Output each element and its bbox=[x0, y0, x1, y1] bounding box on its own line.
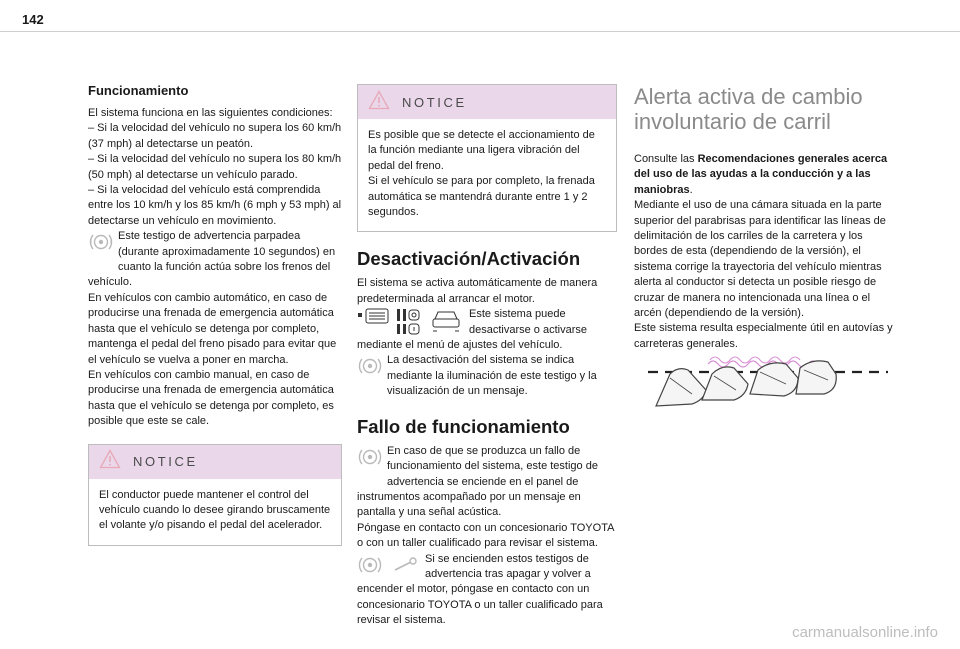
brake-warning-lamp-icon bbox=[357, 353, 383, 384]
notice-title: NOTICE bbox=[402, 94, 467, 110]
condition-moving-vehicle: – Si la velocidad del vehículo está comprendida entre los 10 km/h y los 85 km/h (6 mph y 53 mph) al detectarse un vehículo en movimiento. bbox=[88, 184, 342, 227]
paragraph-manual: En vehículos con cambio manual, en caso de producirse una frenada de emergencia automática hasta que el vehículo se detenga por completo, es posible que este se cale. bbox=[88, 368, 334, 428]
intro-paragraph bbox=[634, 152, 896, 198]
wrench-icon bbox=[395, 558, 416, 570]
steering-wheel-button-icon bbox=[357, 307, 465, 337]
notice-box-1 bbox=[88, 444, 342, 546]
column-1 bbox=[88, 80, 342, 556]
warning-triangle-icon bbox=[368, 90, 390, 115]
warning-icons-pair bbox=[357, 552, 421, 578]
notice-header bbox=[89, 445, 341, 479]
intro-text: Consulte las bbox=[634, 153, 698, 165]
condition-pedestrian: – Si la velocidad del vehículo no supera los 60 km/h (37 mph) al detectarse un peatón. bbox=[88, 122, 342, 150]
fallo-paragraph-3 bbox=[357, 552, 617, 629]
notice-header bbox=[358, 85, 616, 119]
lamp-paragraph bbox=[88, 229, 342, 291]
watermark: carmanualsonline.info bbox=[792, 624, 938, 641]
notice-text-2: Si el vehículo se para por completo, la frenada automática se mantendrá durante entre 1 y 2 segundos. bbox=[368, 175, 595, 219]
brake-warning-lamp-icon bbox=[88, 229, 114, 260]
header-divider bbox=[0, 31, 960, 32]
heading-desactivacion: Desactivación/Activación bbox=[357, 248, 581, 270]
lamp-text: Este testigo de advertencia parpadea (durante aproximadamente 10 segundos) en cuanto la función actúa sobre los frenos del vehículo. bbox=[88, 230, 336, 289]
fallo-text-1: En caso de que se produzca un fallo de funcionamiento del sistema, este testigo de advertencia se enciende en el panel de instrumentos acompañado por un mensaje en pantalla y una señal acústica. bbox=[357, 444, 598, 519]
paragraph-conditions: El sistema funciona en las siguientes condiciones: bbox=[88, 107, 333, 119]
section-title: Alerta activa de cambio involuntario de carril bbox=[634, 84, 863, 134]
column-2 bbox=[357, 84, 617, 629]
settings-icon-group bbox=[357, 307, 465, 337]
notice-text-1: Es posible que se detecte el accionamiento de la función mediante una ligera vibración del pedal del freno. bbox=[368, 129, 595, 172]
desact-text-2: Este sistema puede desactivarse o activarse mediante el menú de ajustes del vehículo. bbox=[357, 308, 587, 352]
fallo-text-3: Si se encienden estos testigos de advertencia tras apagar y volver a encender el motor, póngase en contacto con un concesionario TOYOTA o un taller cualificado para revisar el sistema. bbox=[357, 552, 603, 627]
notice-text: El conductor puede mantener el control del vehículo cuando lo desee girando bruscamente el volante y/o pisando el pedal del acelerador. bbox=[99, 488, 331, 532]
brake-warning-lamp-icon bbox=[359, 558, 380, 572]
brake-warning-lamp-icon bbox=[357, 444, 383, 475]
car-lane-icon bbox=[433, 312, 459, 331]
fallo-paragraph-2: Póngase en contacto con un concesionario TOYOTA o con un taller cualificado para revisar el sistema. bbox=[357, 521, 614, 550]
lane-departure-illustration bbox=[648, 334, 888, 419]
desact-paragraph-2 bbox=[357, 307, 617, 353]
usage-paragraph: Este sistema resulta especialmente útil en autovías y carreteras generales. bbox=[634, 322, 893, 350]
page-number: 142 bbox=[22, 12, 44, 27]
heading-fallo: Fallo de funcionamiento bbox=[357, 415, 570, 437]
column-3 bbox=[634, 84, 896, 352]
notice-title: NOTICE bbox=[133, 454, 198, 470]
notice-text bbox=[358, 119, 616, 231]
heading-funcionamiento: Funcionamiento bbox=[88, 83, 189, 98]
intro-link-bold: Recomendaciones generales acerca del uso de las ayudas a la conducción y a las maniobras bbox=[634, 153, 888, 196]
paragraph-automatic: En vehículos con cambio automático, en caso de producirse una frenada de emergencia automática hasta que el vehículo se detenga por completo, mantenga el pedal del freno pisado para evitar que el vehículo se vuelva a poner en marcha. bbox=[88, 291, 337, 366]
warning-triangle-icon bbox=[99, 449, 121, 474]
notice-box-2 bbox=[357, 84, 617, 232]
desact-text-3: La desactivación del sistema se indica mediante la iluminación de este testigo y la visualización de un mensaje. bbox=[387, 354, 597, 398]
condition-stopped-vehicle: – Si la velocidad del vehículo no supera los 80 km/h (50 mph) al detectarse un vehículo parado. bbox=[88, 153, 342, 181]
desact-paragraph-1: El sistema se activa automáticamente de manera predeterminada al arrancar el motor. bbox=[357, 277, 598, 305]
fallo-paragraph-1 bbox=[357, 444, 617, 521]
intro-end: . bbox=[689, 183, 693, 196]
desact-paragraph-3 bbox=[357, 353, 617, 399]
description-paragraph: Mediante el uso de una cámara situada en la parte superior del parabrisas para identificar las líneas de delimitación de los carriles de la carretera y los bordes de esta (dependiendo de la versión), el sistema corrige la trayectoria del vehículo mientras alerta al conductor si detecta un posible riesgo de cruzar de manera no intencionada una línea o el arcén (dependiendo de la versión). bbox=[634, 199, 886, 320]
